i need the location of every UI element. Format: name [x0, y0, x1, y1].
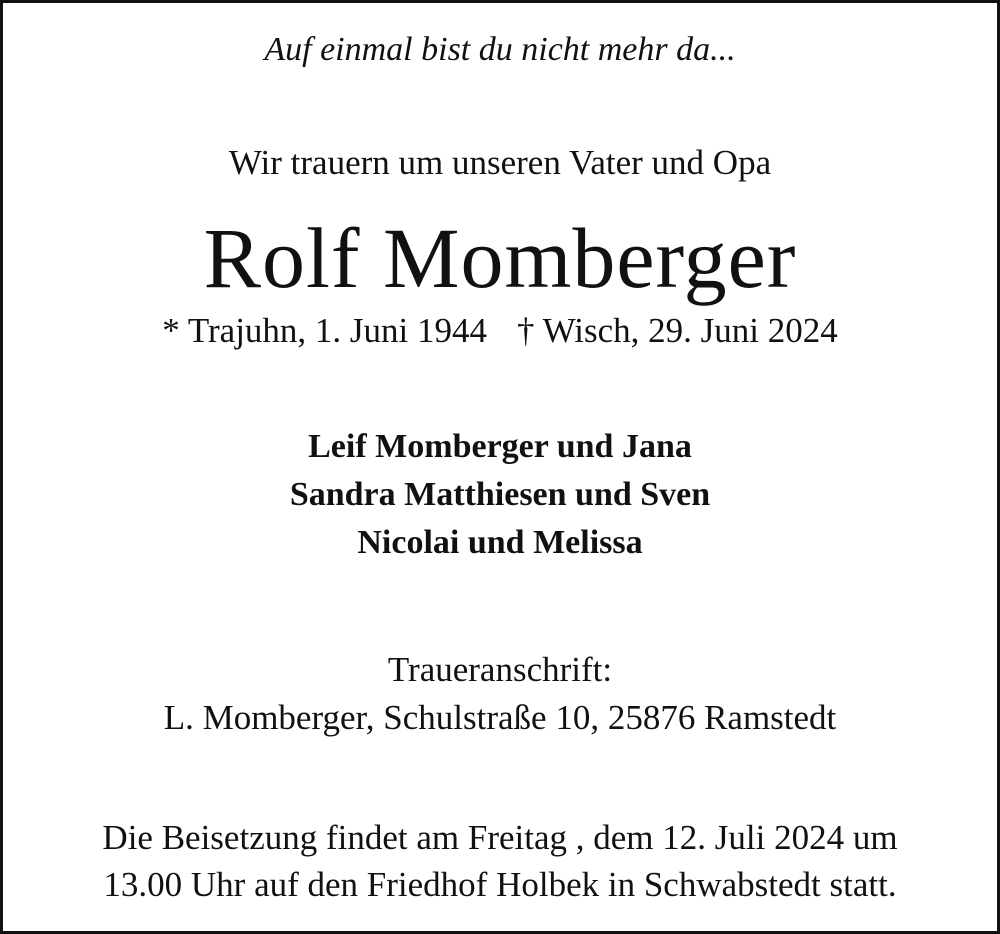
life-dates: [3, 311, 997, 351]
motto: Auf einmal bist du nicht mehr da...: [264, 31, 736, 68]
funeral-info-line: Die Beisetzung findet am Freitag , dem 12. Juli 2024 um: [102, 818, 898, 857]
funeral-info-line: 13.00 Uhr auf den Friedhof Holbek in Schwabstedt statt.: [103, 865, 897, 904]
mourner-name: Leif Momberger und Jana: [308, 428, 692, 465]
death-date: † Wisch, 29. Juni 2024: [517, 311, 838, 350]
mourning-address: L. Momberger, Schulstraße 10, 25876 Ramstedt: [163, 698, 837, 737]
birth-date: * Trajuhn, 1. Juni 1944: [162, 311, 488, 350]
mourner-name: Nicolai und Melissa: [357, 524, 643, 561]
mourner-name: Sandra Matthiesen und Sven: [289, 476, 711, 513]
address-label: Traueranschrift:: [387, 650, 613, 689]
deceased-name: Rolf Momberger: [203, 210, 797, 306]
intro-text: Wir trauern um unseren Vater und Opa: [228, 143, 772, 182]
